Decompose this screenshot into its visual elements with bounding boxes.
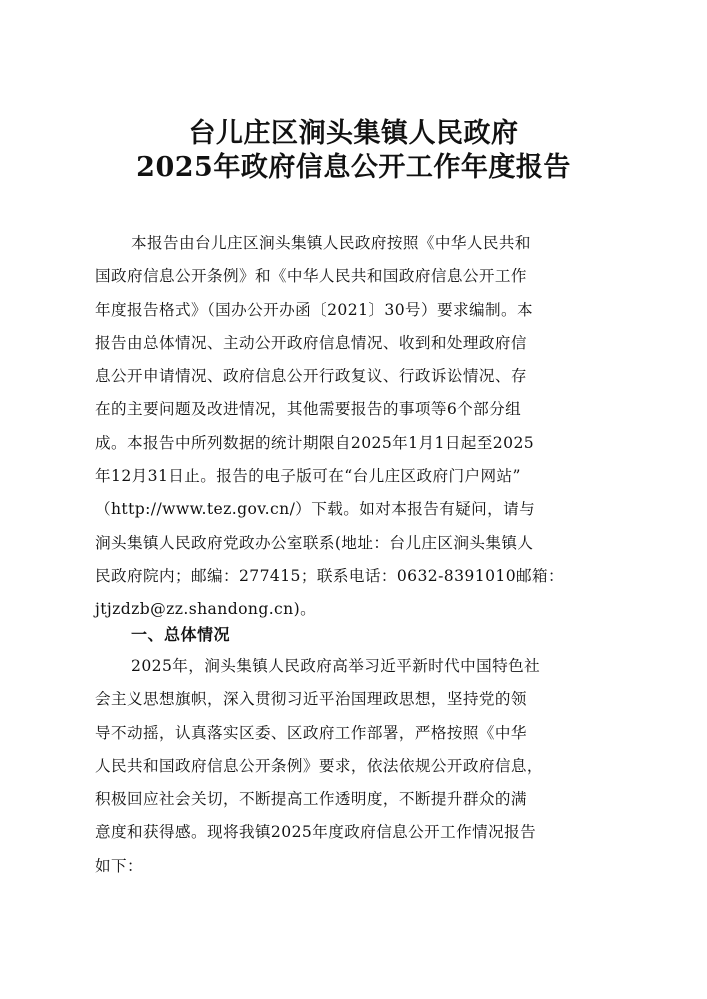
overview-line: 积极回应社会关切，不断提高工作透明度，不断提升群众的满: [95, 790, 527, 809]
document-title-line2: 2025年政府信息公开工作年度报告: [136, 152, 571, 183]
intro-line: 国政府信息公开条例》和《中华人民共和国政府信息公开工作: [95, 267, 527, 286]
intro-line: 年度报告格式》（国办公开办函〔2021〕30号）要求编制。本: [95, 300, 533, 319]
overview-line: 2025年，涧头集镇人民政府高举习近平新时代中国特色社: [131, 657, 541, 675]
intro-line: 年12月31日止。报告的电子版可在“台儿庄区政府门户网站”: [95, 467, 521, 486]
overview-line: 导不动摇，认真落实区委、区政府工作部署，严格按照《中华: [95, 723, 527, 742]
intro-paragraph: [95, 227, 613, 627]
intro-line: 息公开申请情况、政府信息公开行政复议、行政诉讼情况、存: [95, 367, 527, 386]
overview-line: 会主义思想旗帜，深入贯彻习近平治国理政思想，坚持党的领: [95, 690, 527, 709]
document-title-line1: 台儿庄区涧头集镇人民政府: [188, 118, 519, 149]
intro-line: 民政府院内；邮编：277415；联系电话：0632-8391010邮箱：: [95, 566, 565, 585]
intro-line: jtjzdzb@zz.shandong.cn)。: [95, 600, 317, 619]
overview-line: 意度和获得感。现将我镇2025年度政府信息公开工作情况报告: [95, 823, 537, 842]
overview-line: 如下：: [95, 856, 143, 875]
overview-line: 人民共和国政府信息公开条例》要求，依法依规公开政府信息，: [95, 756, 543, 775]
intro-line: 报告由总体情况、主动公开政府信息情况、收到和处理政府信: [95, 333, 527, 352]
section-heading-overview: 一、总体情况: [131, 625, 231, 644]
intro-line: （http://www.tez.gov.cn/）下载。如对本报告有疑问，请与: [95, 500, 536, 519]
intro-line: 涧头集镇人民政府党政办公室联系(地址：台儿庄区涧头集镇人: [95, 533, 534, 552]
intro-line: 在的主要问题及改进情况，其他需要报告的事项等6个部分组: [95, 400, 522, 419]
intro-line: 本报告由台儿庄区涧头集镇人民政府按照《中华人民共和: [131, 234, 531, 252]
overview-paragraph: [95, 650, 613, 883]
intro-line: 成。本报告中所列数据的统计期限自2025年1月1日起至2025: [95, 433, 535, 452]
